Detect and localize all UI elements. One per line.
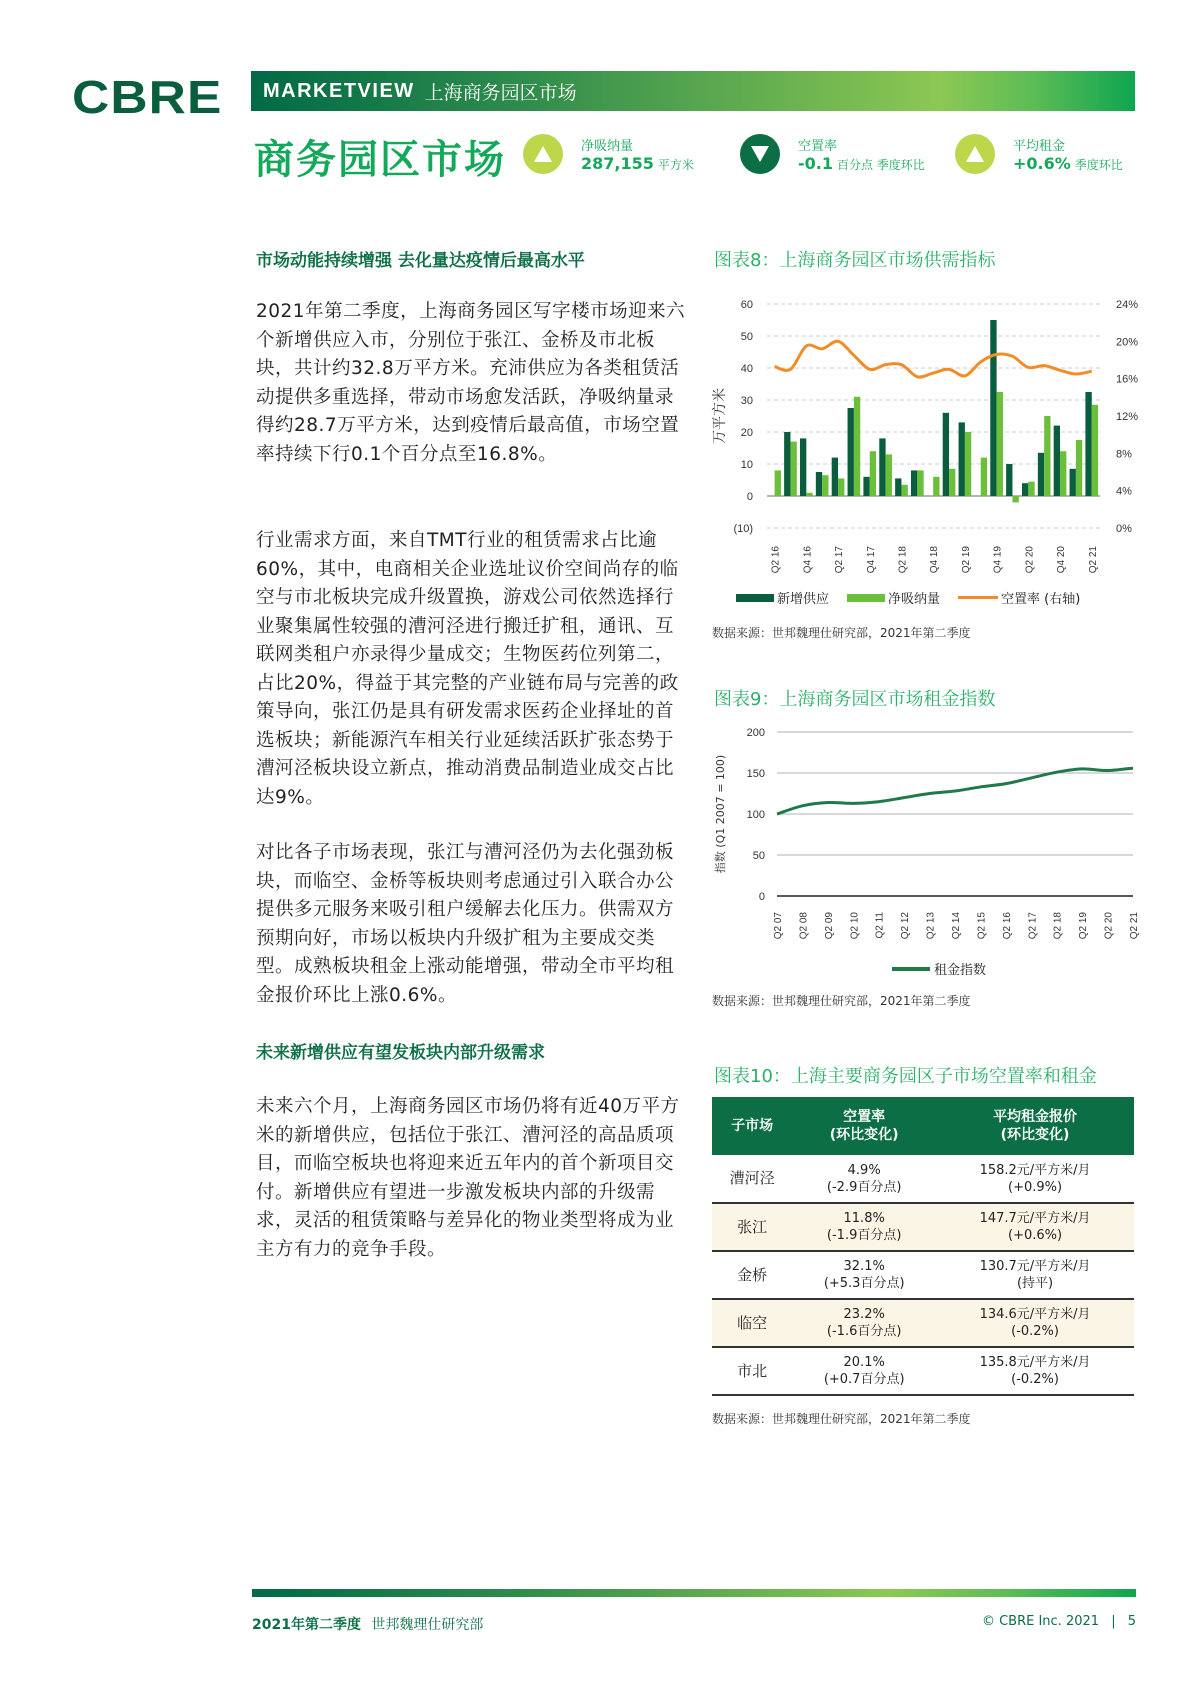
cell-rent: 130.7元/平方米/月 (持平)	[936, 1251, 1134, 1299]
svg-text:10: 10	[740, 459, 753, 471]
svg-text:20: 20	[740, 427, 753, 439]
column-header-vacancy: 空置率 (环比变化)	[792, 1097, 936, 1155]
svg-text:Q2 20: Q2 20	[1103, 912, 1115, 940]
svg-text:200: 200	[746, 727, 765, 739]
legend-swatch-rent-index	[892, 967, 930, 971]
cell-rent: 147.7元/平方米/月 (+0.6%)	[936, 1203, 1134, 1251]
banner-subtitle: 上海商务园区市场	[424, 81, 577, 104]
svg-text:Q2 18: Q2 18	[897, 546, 909, 574]
svg-text:Q2 16: Q2 16	[770, 546, 782, 574]
cell-vacancy: 32.1% (+5.3百分点)	[792, 1251, 936, 1299]
figure10-title: 图表10：上海主要商务园区子市场空置率和租金	[714, 1066, 1097, 1087]
paragraph-3: 对比各子市场表现，张江与漕河泾仍为去化强劲板块，而临空、金桥等板块则考虑通过引入联合办公提供多元服务来吸引租户缓解去化压力。供需双方预期向好，市场以板块内升级扩租为主要成交类型。成熟板块租金上涨动能增强，带动全市平均租金报价环比上涨0.6%。	[256, 842, 675, 1006]
svg-text:8%: 8%	[1116, 448, 1132, 461]
svg-text:Q2 21: Q2 21	[1087, 546, 1099, 574]
kpi-vacancy	[740, 134, 925, 174]
table-row	[712, 1347, 1134, 1395]
kpi-value: +0.6%	[1013, 154, 1071, 173]
svg-text:16%: 16%	[1116, 373, 1139, 386]
kpi-value: -0.1	[798, 154, 833, 173]
page-title: 商务园区市场	[254, 137, 506, 183]
svg-text:Q2 18: Q2 18	[1052, 912, 1064, 940]
svg-text:(10): (10)	[733, 523, 753, 535]
figure8-title: 图表8：上海商务园区市场供需指标	[714, 250, 996, 271]
column-header-submarket: 子市场	[712, 1097, 792, 1155]
svg-text:Q4 18: Q4 18	[929, 546, 941, 574]
cell-rent: 134.6元/平方米/月 (-0.2%)	[936, 1299, 1134, 1347]
figure9-legend	[892, 959, 986, 978]
svg-text:Q4 16: Q4 16	[802, 546, 814, 574]
footer-quarter: 2021年第二季度	[252, 1617, 361, 1633]
svg-text:0: 0	[758, 891, 765, 903]
section-heading-2: 未来新增供应有望发板块内部升级需求	[256, 1043, 545, 1063]
svg-text:Q2 20: Q2 20	[1024, 546, 1036, 574]
marketview-banner	[251, 71, 1135, 111]
cell-vacancy: 20.1% (+0.7百分点)	[792, 1347, 936, 1395]
kpi-label: 净吸纳量	[581, 139, 634, 154]
legend-swatch-vacancy	[958, 596, 998, 599]
section-heading-1: 市场动能持续增强 去化量达疫情后最高水平	[256, 251, 585, 271]
cell-rent: 135.8元/平方米/月 (-0.2%)	[936, 1347, 1134, 1395]
svg-text:40: 40	[740, 363, 753, 375]
svg-text:Q2 12: Q2 12	[900, 912, 912, 940]
up-arrow-icon	[955, 134, 995, 174]
kpi-label: 平均租金	[1013, 139, 1066, 154]
table-row	[712, 1251, 1134, 1299]
svg-text:4%: 4%	[1116, 485, 1132, 498]
legend-swatch-absorption	[847, 594, 885, 602]
svg-text:Q4 17: Q4 17	[865, 546, 877, 574]
svg-text:Q2 10: Q2 10	[849, 912, 861, 940]
footer-copyright	[960, 1614, 1136, 1629]
cell-rent: 158.2元/平方米/月 (+0.9%)	[936, 1155, 1134, 1203]
svg-text:0%: 0%	[1116, 523, 1132, 535]
cell-submarket: 漕河泾	[712, 1155, 792, 1203]
footer-period	[252, 1614, 483, 1634]
svg-text:Q2 13: Q2 13	[925, 912, 937, 940]
svg-text:60: 60	[740, 299, 753, 311]
up-arrow-icon	[523, 134, 563, 174]
svg-text:Q4 19: Q4 19	[992, 546, 1004, 574]
cell-submarket: 市北	[712, 1347, 792, 1395]
banner-marketview: MARKETVIEW	[263, 79, 415, 102]
cell-vacancy: 23.2% (-1.6百分点)	[792, 1299, 936, 1347]
paragraph-4: 未来六个月，上海商务园区市场仍将有近40万平方米的新增供应，包括位于张江、漕河泾的高品质项目，而临空板块也将迎来近五年内的首个新项目交付。新增供应有望进一步激发板块内部的升级需求，灵活的租赁策略与差异化的物业类型将成为业主方有力的竞争手段。	[256, 1096, 680, 1260]
svg-text:万平方米: 万平方米	[712, 388, 728, 444]
cell-submarket: 张江	[712, 1203, 792, 1251]
kpi-unit: 季度环比	[1074, 158, 1123, 172]
svg-text:20%: 20%	[1116, 336, 1139, 349]
svg-text:Q2 19: Q2 19	[960, 546, 972, 574]
kpi-unit: 平方米	[657, 158, 694, 172]
legend-label-rent-index: 租金指数	[934, 963, 987, 978]
cell-submarket: 临空	[712, 1299, 792, 1347]
svg-text:Q2 07: Q2 07	[773, 912, 784, 940]
supply-demand-chart	[700, 280, 1140, 600]
svg-text:Q2 15: Q2 15	[976, 912, 988, 940]
rent-index-chart	[700, 720, 1140, 960]
paragraph-2: 行业需求方面，来自TMT行业的租赁需求占比逾60%，其中，电商相关企业选址议价空间尚存的临空与市北板块完成升级置换，游戏公司依然选择行业聚集属性较强的漕河泾进行搬迁扩租，通讯、互联网类租户亦录得少量成交；生物医药位列第二，占比20%，得益于其完整的产业链布局与完善的政策导向，张江仍是具有研发需求医药企业择址的首选板块；新能源汽车相关行业延续活跃扩张态势于漕河泾板块设立新点，推动消费品制造业成交占比达9%。	[256, 530, 679, 808]
cell-vacancy: 11.8% (-1.9百分点)	[792, 1203, 936, 1251]
figure9-source: 数据来源：世邦魏理仕研究部，2021年第二季度	[712, 994, 971, 1008]
svg-text:100: 100	[746, 809, 765, 821]
figure8-source: 数据来源：世邦魏理仕研究部，2021年第二季度	[712, 626, 971, 640]
cell-vacancy: 4.9% (-2.9百分点)	[792, 1155, 936, 1203]
figure10-source: 数据来源：世邦魏理仕研究部，2021年第二季度	[712, 1412, 971, 1426]
down-arrow-icon	[740, 134, 780, 174]
kpi-value: 287,155	[581, 154, 654, 173]
svg-text:Q2 19: Q2 19	[1078, 912, 1090, 940]
svg-text:Q2 09: Q2 09	[823, 912, 835, 940]
svg-text:12%: 12%	[1116, 411, 1139, 423]
figure8-legend	[736, 588, 1080, 607]
svg-text:Q2 17: Q2 17	[834, 546, 846, 574]
svg-text:Q2 21: Q2 21	[1129, 912, 1140, 940]
kpi-net-absorption	[523, 134, 694, 174]
svg-text:Q2 08: Q2 08	[798, 912, 810, 940]
svg-text:150: 150	[746, 768, 765, 780]
figure9-title: 图表9：上海商务园区市场租金指数	[714, 689, 996, 710]
kpi-avg-rent	[955, 134, 1123, 174]
svg-text:Q2 14: Q2 14	[951, 912, 962, 940]
table-row	[712, 1155, 1134, 1203]
svg-text:Q2 11: Q2 11	[874, 912, 886, 939]
legend-label-absorption: 净吸纳量	[888, 592, 941, 607]
kpi-unit: 百分点 季度环比	[836, 158, 925, 172]
svg-text:Q4 20: Q4 20	[1056, 546, 1068, 574]
table-row	[712, 1299, 1134, 1347]
svg-text:0: 0	[746, 491, 753, 503]
cbre-logo: CBRE	[72, 71, 223, 123]
footer-separator: |	[1111, 1614, 1116, 1629]
svg-text:50: 50	[752, 850, 765, 862]
kpi-label: 空置率	[798, 139, 838, 154]
svg-text:50: 50	[740, 331, 753, 343]
copyright-text: © CBRE Inc. 2021	[981, 1614, 1100, 1629]
footer-dept: 世邦魏理仕研究部	[371, 1617, 484, 1633]
cell-submarket: 金桥	[712, 1251, 792, 1299]
legend-label-vacancy: 空置率 (右轴)	[1001, 592, 1081, 607]
legend-label-supply: 新增供应	[777, 592, 830, 607]
table-row	[712, 1203, 1134, 1251]
svg-text:Q2 17: Q2 17	[1027, 912, 1039, 940]
footer-gradient-bar	[252, 1589, 1136, 1597]
legend-swatch-supply	[736, 594, 774, 602]
submarket-table	[712, 1097, 1134, 1396]
paragraph-1: 2021年第二季度，上海商务园区写字楼市场迎来六个新增供应入市，分别位于张江、金桥及市北板块，共计约32.8万平方米。充沛供应为各类租赁活动提供多重选择，带动市场愈发活跃，净吸纳量录得约28.7万平方米，达到疫情后最高值，市场空置率持续下行0.1个百分点至16.8%。	[256, 301, 686, 465]
svg-text:Q2 16: Q2 16	[1001, 912, 1013, 940]
svg-text:30: 30	[740, 395, 753, 407]
svg-text:24%: 24%	[1116, 299, 1139, 311]
svg-text:指数 (Q1 2007 = 100): 指数 (Q1 2007 = 100)	[714, 754, 727, 874]
column-header-rent: 平均租金报价 (环比变化)	[936, 1097, 1134, 1155]
page-number: 5	[1127, 1614, 1136, 1629]
